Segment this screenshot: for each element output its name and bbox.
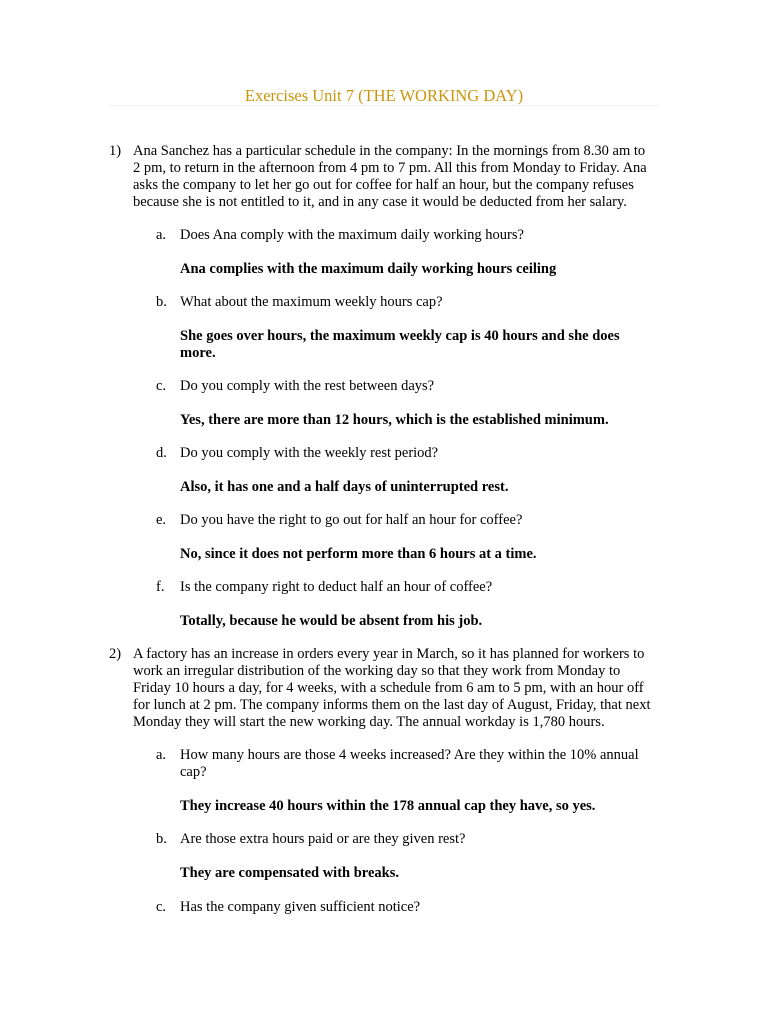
item-answer: Also, it has one and a half days of uninterrupted rest. [180,479,509,495]
item-answer: They increase 40 hours within the 178 annual cap they have, so yes. [180,798,596,814]
exercise-statement: A factory has an increase in orders every year in March, so it has planned for workers to work an irregular distribution of the working day so that they work from Monday to Friday 10 hours a day, for 4 weeks, with a schedule from 6 am to 5 pm, with an hour off for lunch at 2 pm. The company informs them on the last day of August, Friday, that next Monday they will start the new working day. The annual workday is 1,780 hours. [133,646,651,730]
item-question: What about the maximum weekly hours cap? [180,294,443,310]
item-question: How many hours are those 4 weeks increased? Are they within the 10% annual cap? [180,747,639,780]
exercise-statement: Ana Sanchez has a particular schedule in the company: In the mornings from 8.30 am to 2 pm, to return in the afternoon from 4 pm to 7 pm. All this from Monday to Friday. Ana asks the company to let her go out for coffee for half an hour, but the company refuses because she is not entitled to it, and in any case it would be deducted from her salary. [133,143,647,210]
item-letter: a. [156,747,167,763]
item-letter: d. [156,445,167,461]
exercise-number: 2) [109,646,122,662]
item-question: Do you comply with the rest between days? [180,378,435,394]
item-question: Is the company right to deduct half an hour of coffee? [180,579,493,595]
item-answer: Yes, there are more than 12 hours, which is the established minimum. [180,412,609,428]
item-letter: b. [156,294,167,310]
item-letter: a. [156,227,167,243]
item-letter: c. [156,899,167,915]
item-answer: Ana complies with the maximum daily working hours ceiling [180,261,557,277]
title-divider [110,105,658,106]
item-letter: c. [156,378,167,394]
item-question: Has the company given sufficient notice? [180,899,421,915]
item-question: Does Ana comply with the maximum daily working hours? [180,227,524,243]
item-question: Do you comply with the weekly rest period? [180,445,439,461]
document-title: Exercises Unit 7 (THE WORKING DAY) [244,86,524,105]
exercise-number: 1) [109,143,122,159]
item-question: Are those extra hours paid or are they given rest? [180,831,466,847]
item-answer: Totally, because he would be absent from his job. [180,613,483,629]
item-letter: e. [156,512,167,528]
item-letter: b. [156,831,167,847]
item-letter: f. [156,579,165,595]
item-answer: They are compensated with breaks. [180,865,399,881]
item-question: Do you have the right to go out for half an hour for coffee? [180,512,523,528]
item-answer: She goes over hours, the maximum weekly cap is 40 hours and she does more. [180,328,620,361]
item-answer: No, since it does not perform more than 6 hours at a time. [180,546,537,562]
